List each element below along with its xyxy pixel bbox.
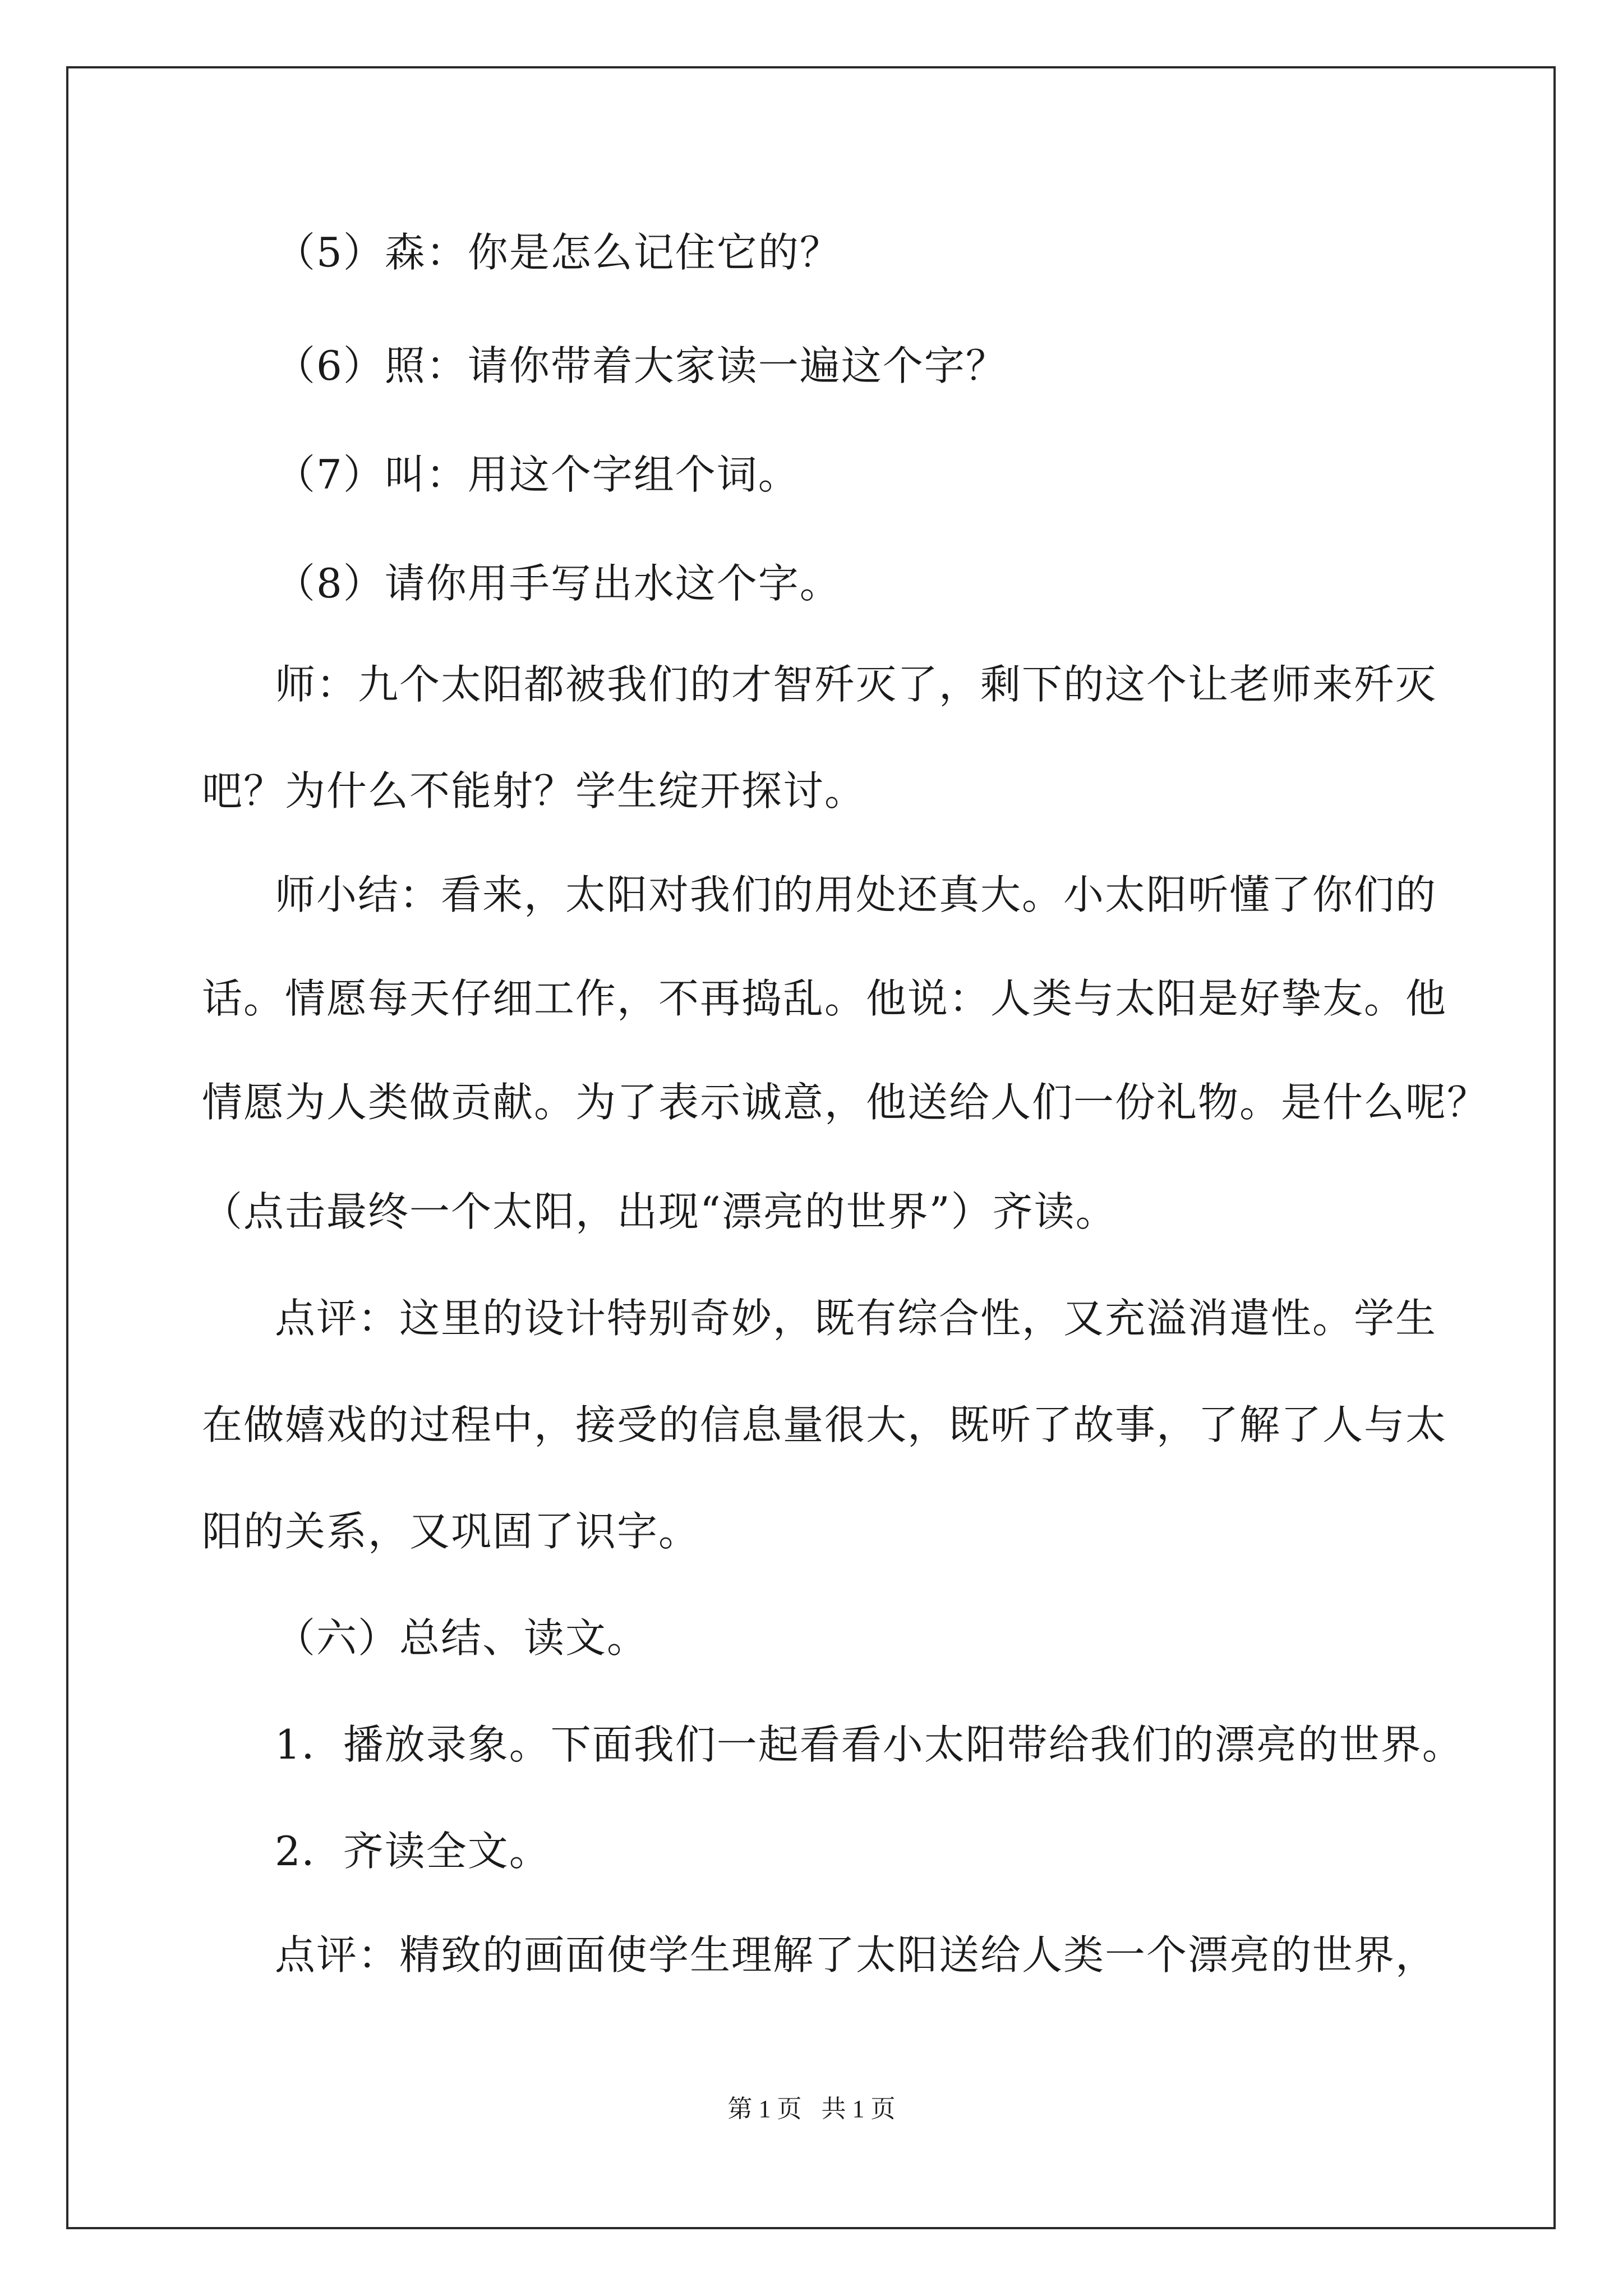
page-total: 共 1 页 xyxy=(821,2095,896,2123)
text-line: 点评：精致的画面使学生理解了太阳送给人类一个漂亮的世界， xyxy=(275,1931,1437,1978)
page-footer xyxy=(0,2092,1623,2126)
text-line: 1．播放录象。下面我们一起看看小太阳带给我们的漂亮的世界。 xyxy=(275,1721,1464,1768)
text-line: 吧？为什么不能射？学生绽开探讨。 xyxy=(202,767,866,815)
text-line: （点击最终一个太阳，出现“漂亮的世界”）齐读。 xyxy=(202,1188,1117,1235)
text-line: （8）请你用手写出水这个字。 xyxy=(275,560,841,607)
text-line: 在做嬉戏的过程中，接受的信息量很大，既听了故事，了解了人与太 xyxy=(202,1401,1447,1448)
text-line: （7）叫：用这个字组个词。 xyxy=(275,451,800,498)
text-line: 阳的关系，又巩固了识字。 xyxy=(202,1508,700,1555)
text-line: （6）照：请你带着大家读一遍这个字？ xyxy=(275,342,1007,389)
text-line: 情愿为人类做贡献。为了表示诚意，他送给人们一份礼物。是什么呢？ xyxy=(202,1079,1489,1126)
text-line: 话。情愿每天仔细工作，不再捣乱。他说：人类与太阳是好挚友。他 xyxy=(202,975,1447,1022)
text-line: 点评：这里的设计特别奇妙，既有综合性，又充溢消遣性。学生 xyxy=(275,1295,1437,1342)
page-number: 第 1 页 xyxy=(727,2095,802,2123)
text-line: 师小结：看来，太阳对我们的用处还真大。小太阳听懂了你们的 xyxy=(275,871,1437,918)
text-line: 2．齐读全文。 xyxy=(275,1828,551,1875)
text-line: 师：九个太阳都被我们的才智歼灭了，剩下的这个让老师来歼灭 xyxy=(275,661,1437,708)
text-line: （六）总结、读文。 xyxy=(275,1614,649,1662)
text-line: （5）森：你是怎么记住它的？ xyxy=(275,229,841,276)
